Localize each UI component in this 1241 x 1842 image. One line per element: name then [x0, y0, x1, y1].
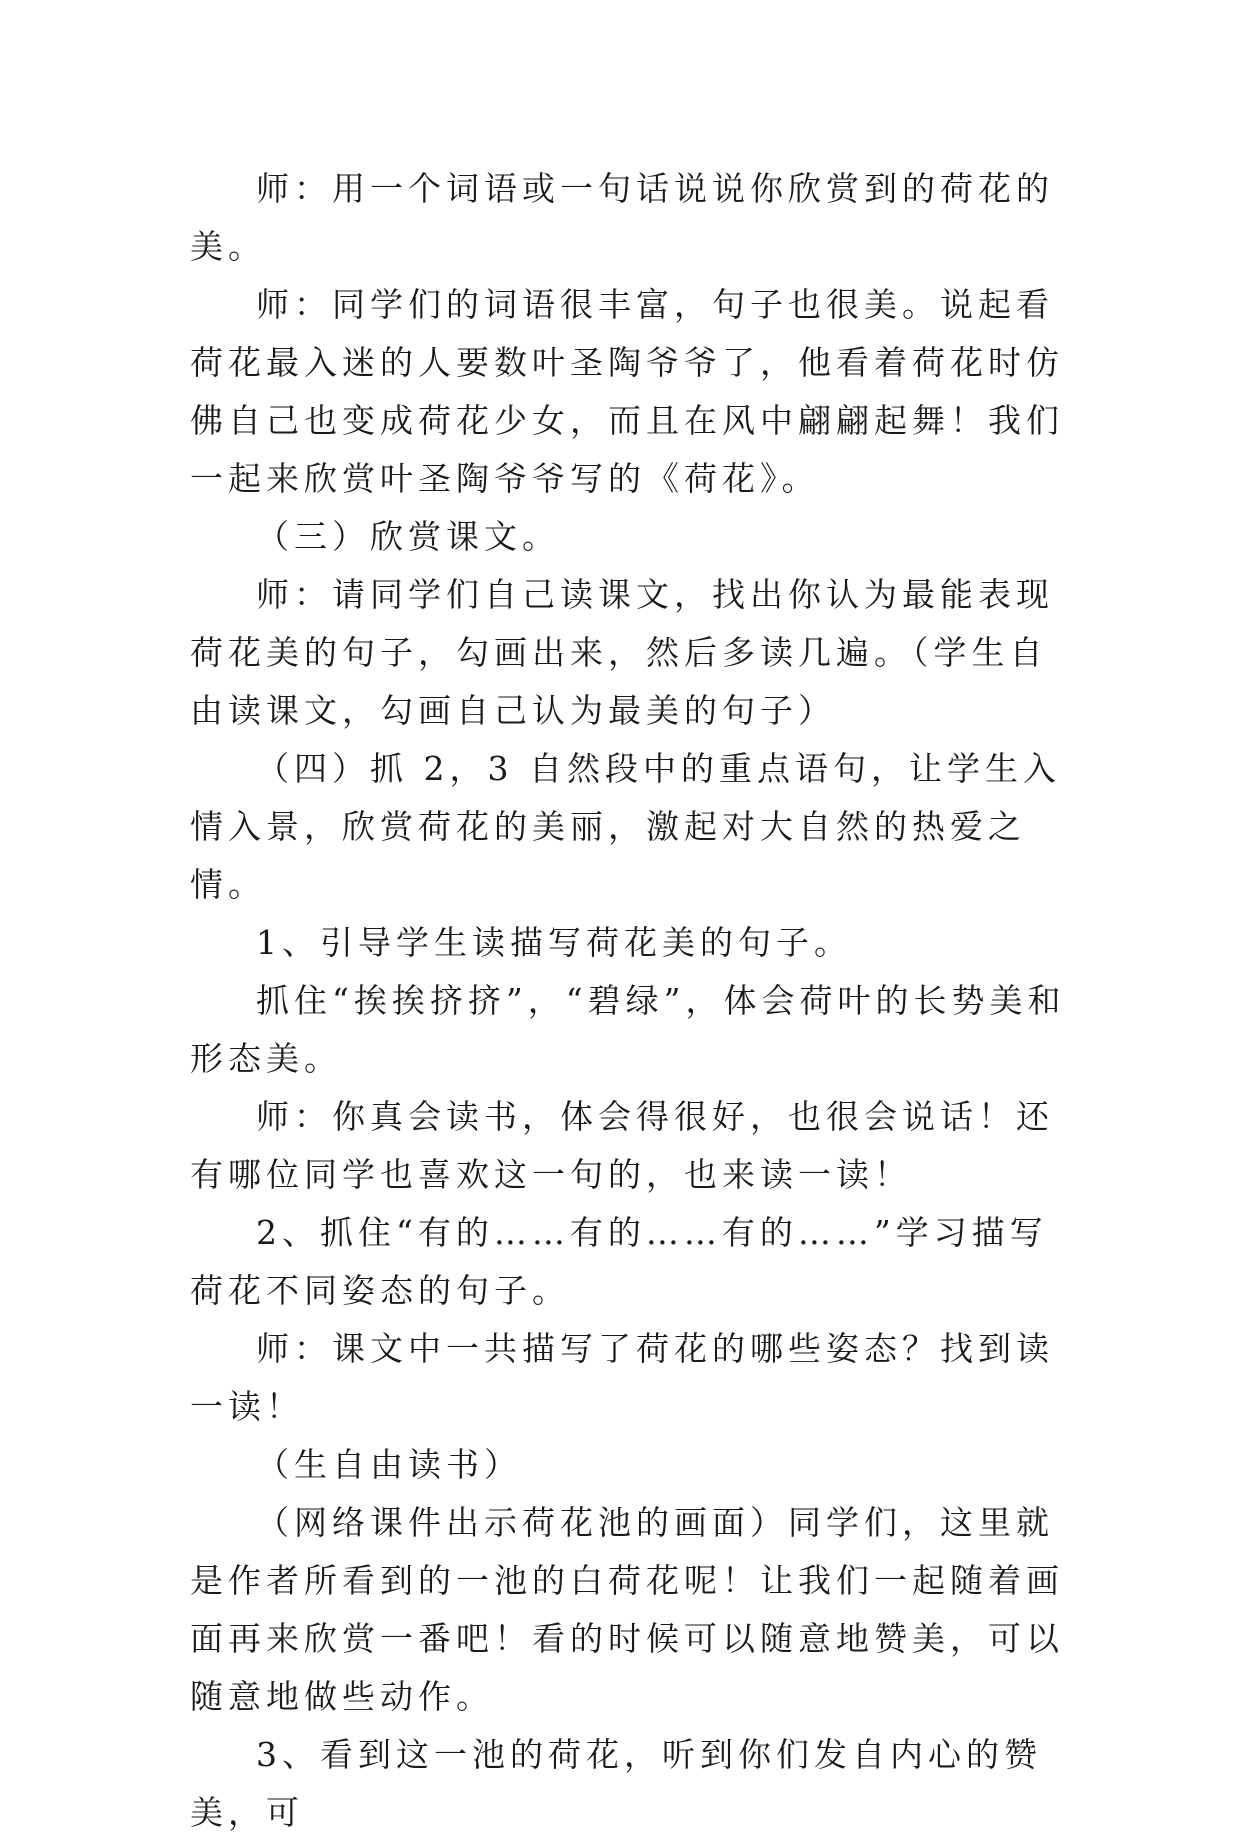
- paragraph-step-2: 2、抓住“有的……有的……有的……”学习描写荷花不同姿态的句子。: [190, 1213, 1048, 1310]
- paragraph-free-reading: （生自由读书）: [256, 1445, 522, 1484]
- paragraph-teacher-reading-task: 师：请同学们自己读课文，找出你认为最能表现荷花美的句子，勾画出来，然后多读几遍。（学生自由读课文，勾画自己认为最美的句子）: [190, 575, 1054, 730]
- paragraph-teacher-praise: 师：你真会读书，体会得很好，也很会说话！还有哪位同学也喜欢这一句的，也来读一读！: [190, 1097, 1054, 1194]
- paragraph-step-1: 1、引导学生读描写荷花美的句子。: [256, 923, 852, 962]
- section-heading-key-sentences: （四）抓 2，3 自然段中的重点语句，让学生入情入景，欣赏荷花的美丽，激起对大自然的热爱之情。: [190, 749, 1061, 904]
- section-heading-appreciate-text: （三）欣赏课文。: [256, 517, 560, 556]
- paragraph-teacher-question: 师：用一个词语或一句话说说你欣赏到的荷花的美。: [190, 169, 1054, 266]
- paragraph-teacher-postures: 师：课文中一共描写了荷花的哪些姿态？找到读一读！: [190, 1329, 1054, 1426]
- paragraph-step-3: 3、看到这一池的荷花，听到你们发自内心的赞美，可: [190, 1735, 1042, 1832]
- document-body: [190, 160, 1070, 1842]
- paragraph-courseware: （网络课件出示荷花池的画面）同学们，这里就是作者所看到的一池的白荷花呢！让我们一起随着画面再来欣赏一番吧！看的时候可以随意地赞美，可以随意地做些动作。: [190, 1503, 1064, 1716]
- paragraph-lotus-leaf: 抓住“挨挨挤挤”，“碧绿”，体会荷叶的长势美和形态美。: [190, 981, 1066, 1078]
- paragraph-teacher-intro: 师：同学们的词语很丰富，句子也很美。说起看荷花最入迷的人要数叶圣陶爷爷了，他看着荷花时仿佛自己也变成荷花少女，而且在风中翩翩起舞！我们一起来欣赏叶圣陶爷爷写的《荷花》。: [190, 285, 1064, 498]
